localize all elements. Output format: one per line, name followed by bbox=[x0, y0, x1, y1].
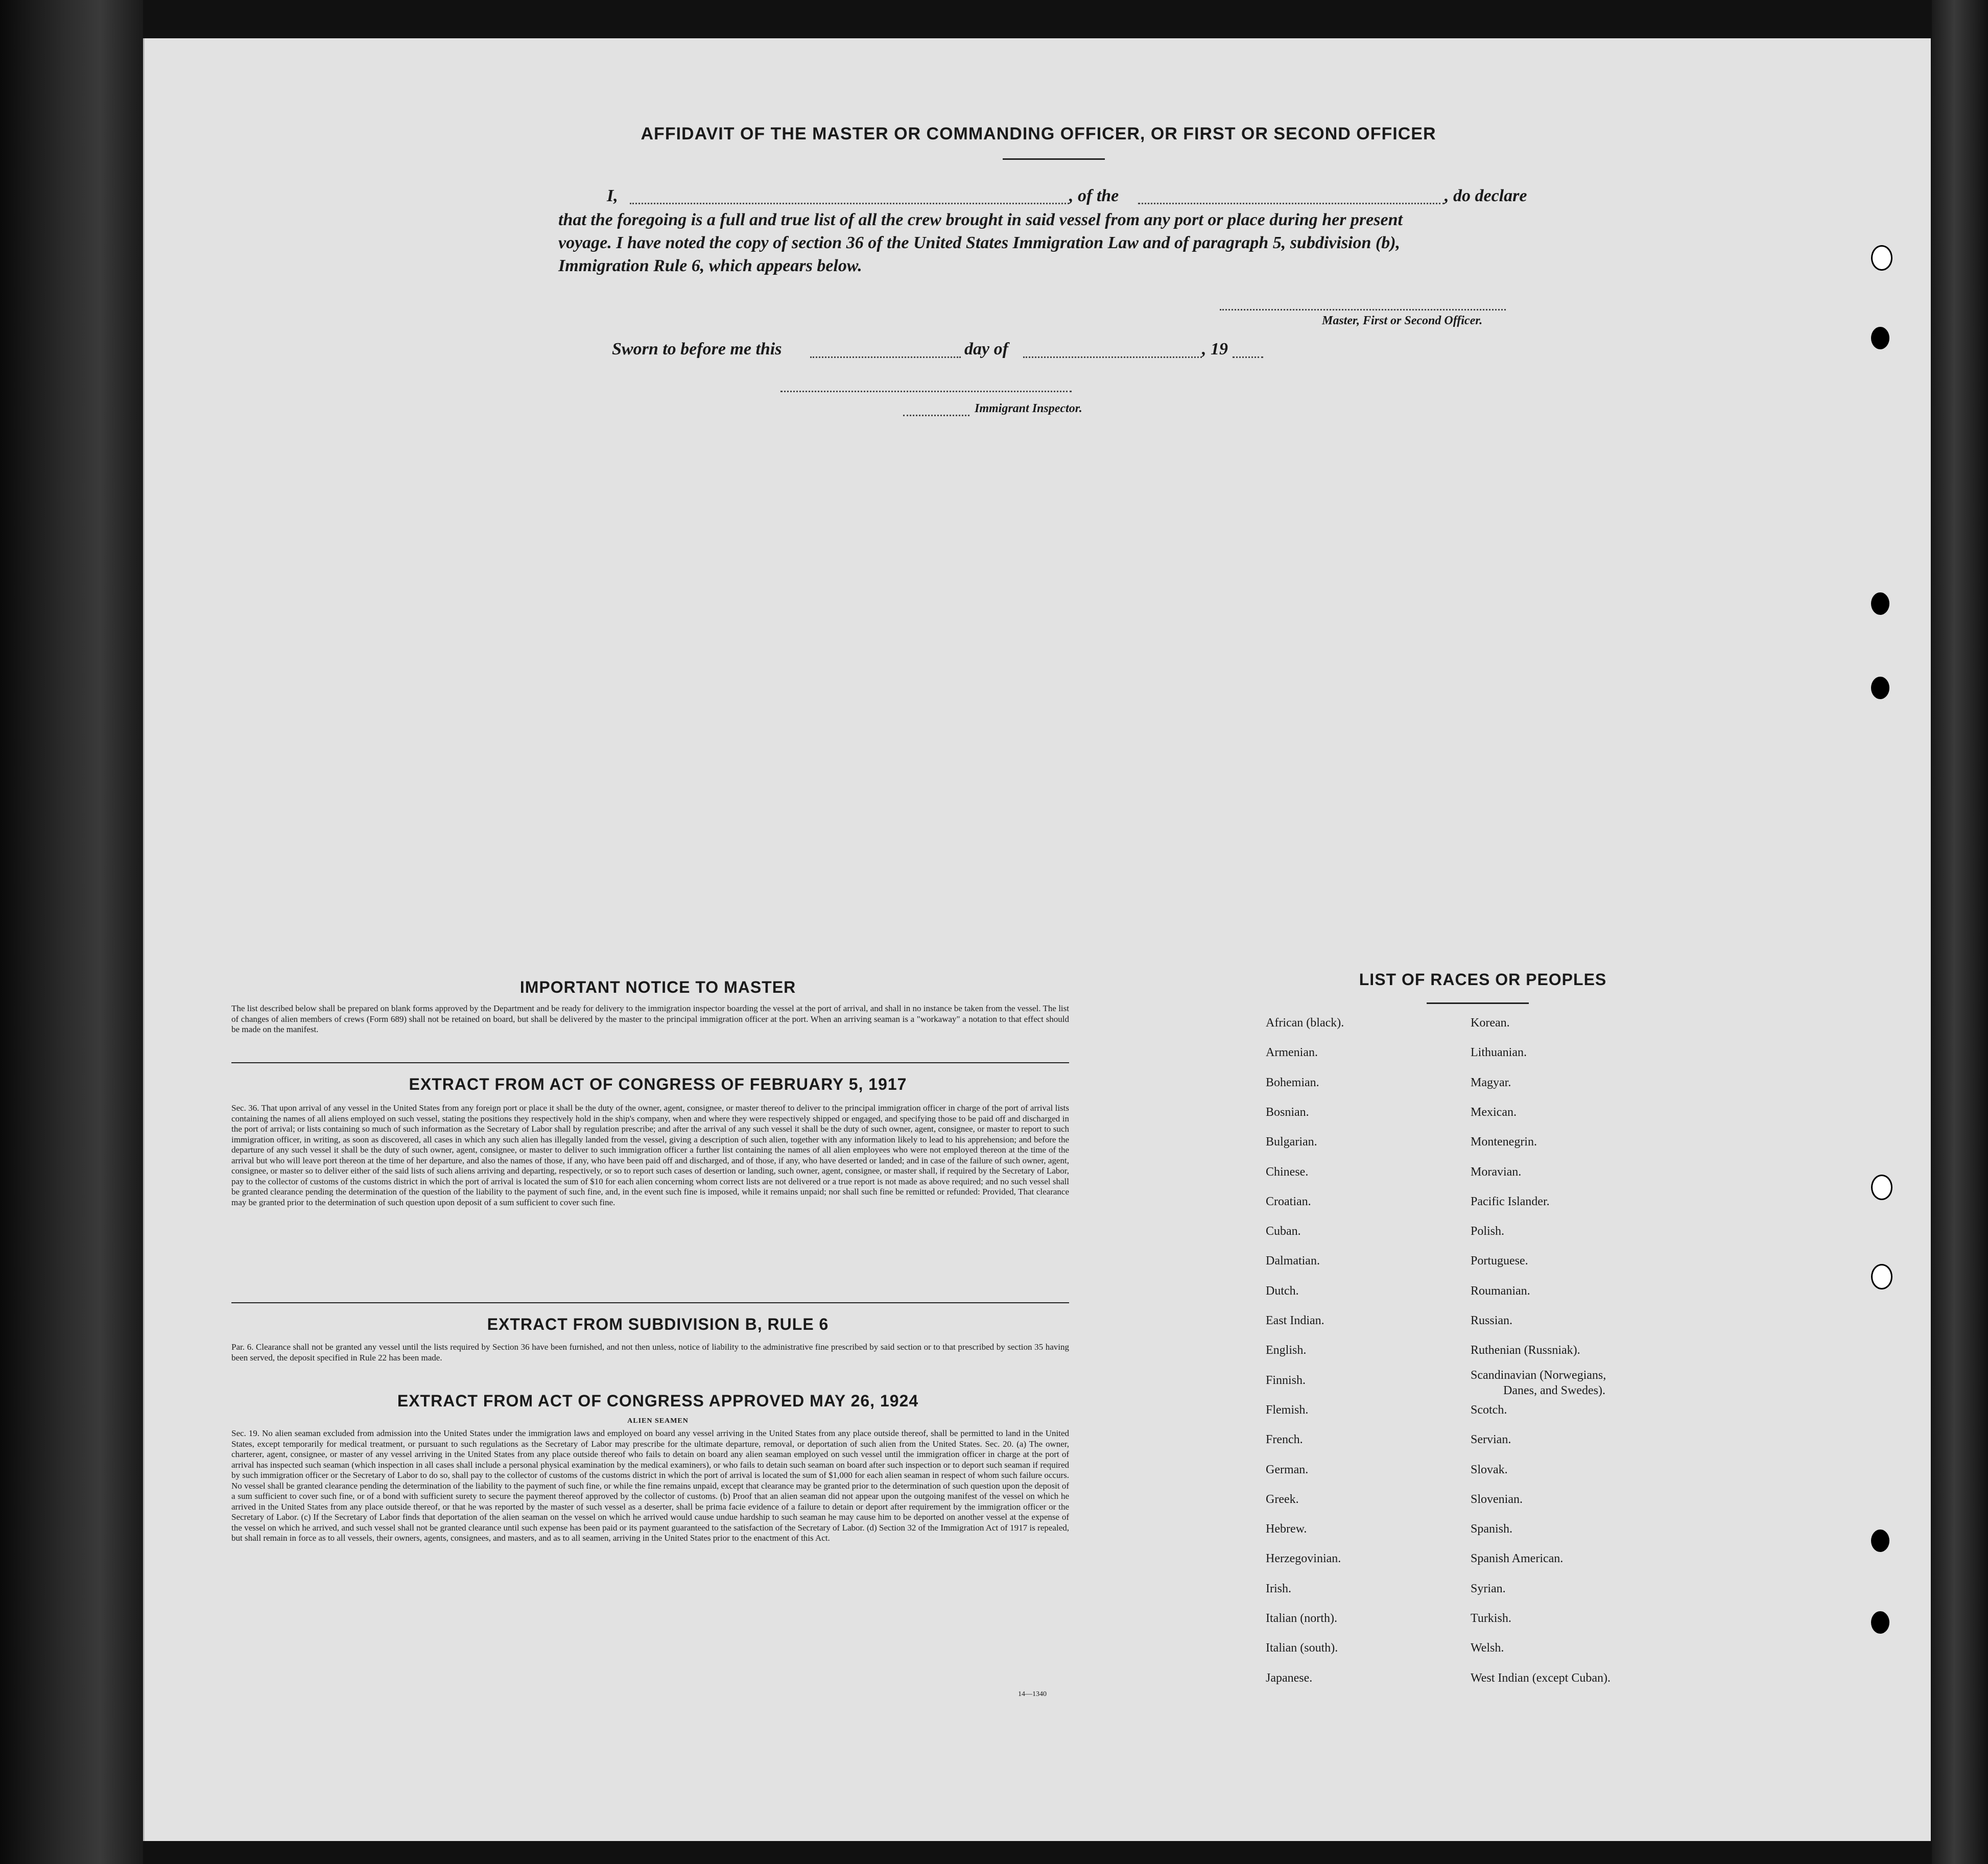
scan-right-edge bbox=[1932, 0, 1988, 1864]
divider bbox=[231, 1302, 1069, 1303]
race-item: Montenegrin. bbox=[1471, 1135, 1537, 1149]
race-item: Roumanian. bbox=[1471, 1284, 1530, 1298]
extract-1924-subtitle: ALIEN SEAMEN bbox=[627, 1417, 689, 1425]
race-item: German. bbox=[1266, 1463, 1309, 1476]
race-item: Flemish. bbox=[1266, 1403, 1309, 1417]
race-item: Japanese. bbox=[1266, 1671, 1313, 1685]
race-item: Ruthenian (Russniak). bbox=[1471, 1344, 1580, 1357]
affidavit-line4: Immigration Rule 6, which appears below. bbox=[558, 256, 862, 275]
race-item: Servian. bbox=[1471, 1433, 1511, 1447]
extract-rule6-title: EXTRACT FROM SUBDIVISION B, RULE 6 bbox=[487, 1315, 829, 1333]
affidavit-title: AFFIDAVIT OF THE MASTER OR COMMANDING OFFICER, OR FIRST OR SECOND OFFICER bbox=[641, 124, 1436, 144]
race-item: Italian (south). bbox=[1266, 1641, 1338, 1655]
notice-body: The list described below shall be prepared on blank forms approved by the Department and be ready for delivery to the immigration inspector boarding the vessel at the port of arrival, and shall in no instance be taken from the vessel. The list of changes of alien members of crews (Form 689) shall not be retained on board, but shall be delivered by the master to the principal immigration officer at the port. When an arriving seaman is a "workaway" a notation to that effect should be made on the manifest. bbox=[231, 1003, 1069, 1034]
affidavit-line3: voyage. I have noted the copy of section 36 of the United States Immigration Law and of paragraph 5, subdivision (b), bbox=[558, 233, 1401, 252]
race-item: Turkish. bbox=[1471, 1612, 1511, 1625]
extract-1917-body: Sec. 36. That upon arrival of any vessel in the United States from any foreign port or place it shall be the duty of the owner, agent, consignee, or master thereof to deliver to the principal immigration officer in charge of the port of arrival lists containing the names of all aliens employed on such vessel, stating the positions they respectively hold in the ship's company, when and where they were respectively shipped or engaged, and specifying those to be paid off and discharged in the port of arrival; or lists containing so much of such information as the Secretary of Labor shall by regulation prescribe; and after the arrival of any such vessel it shall be the duty of such owner, agent, consignee, or master to report to such immigration officer, in writing, as soon as discovered, all cases in which any such alien has illegally landed from the vessel, giving a description of such alien, together with any information likely to lead to his apprehension; and before the departure of any such vessel it shall be the duty of such owner, agent, consignee, or master to deliver to such immigration officer a further list containing the names of all alien employees who were not employed thereon at the time of the arrival but who will leave port thereon at the time of her departure, and also the names of those, if any, who have been paid off and discharged, and of those, if any, who have deserted or landed; and in case of the failure of such owner, agent, consignee, or master so to deliver either of the said lists of such aliens arriving and departing, respectively, or so to report such cases of desertion or landing, such owner, agent, consignee, or master shall, if required by the Secretary of Labor, pay to the collector of customs of the customs district in which the port of arrival is located the sum of $10 for each alien concerning whom correct lists are not delivered or a true report is not made as above required; and no such vessel shall be granted clearance pending the determination of the question of the liability to the payment of such fine, and, in the event such fine is imposed, while it remains unpaid; nor shall such fine be remitted or refunded: Provided, That clearance may be granted prior to the determination of such question upon deposit of a sum sufficient to cover such fine. bbox=[231, 1103, 1069, 1207]
race-item: Bohemian. bbox=[1266, 1076, 1319, 1089]
sworn-day-of: day of bbox=[964, 340, 1008, 359]
extract-1924-body: Sec. 19. No alien seaman excluded from admission into the United States under the immigration laws and employed on board any vessel arriving in the United States from any place outside thereof, shall be permitted to land in the United States, except temporarily for medical treatment, or pursuant to such regulations as the Secretary of Labor may prescribe for the ultimate departure, removal, or deportation of such alien from the United States. Sec. 20. (a) The owner, charterer, agent, consignee, or master of any vessel arriving in the United States from any place outside thereof who fails to detain on board any alien seaman employed on such vessel until the immigration officer in charge at the port of arrival has inspected such seaman (which inspection in all cases shall include a personal physical examination by the medical examiners), or who fails to detain such seaman on board after such inspection or to deport such seaman if required by such immigration officer or the Secretary of Labor to do so, shall pay to the collector of customs of the customs district in which the port of arrival is located the sum of $1,000 for each alien seaman in respect of whom such failure occurs. No vessel shall be granted clearance pending the determination of the liability to the payment of such fine, or while the fine remains unpaid, except that clearance may be granted prior to the determination of such question upon the deposit of a sum sufficient to cover such fine, or of a bond with sufficient surety to secure the payment thereof approved by the collector of customs. (b) Proof that an alien seaman did not appear upon the outgoing manifest of the vessel on which he arrived in the United States from any place outside thereof, or that he was reported by the master of such vessel as a deserter, shall be prima facie evidence of a failure to detain or deport after requirement by the immigration officer or the Secretary of Labor. (c) If the Secretary of Labor finds that deportation of the alien seaman on the vessel on which he arrived would cause undue hardship to such seaman he may cause him to be deported on another vessel at the expense of the vessel on which he arrived, and such vessel shall not be granted clearance until such expense has been paid or its payment guaranteed to the satisfaction of the Secretary of Labor. (d) Section 32 of the Immigration Act of 1917 is repealed, but shall remain in force as to all vessels, their owners, agents, consignees, and masters, and as to all seamen, arriving in the United States prior to the enactment of this Act. bbox=[231, 1428, 1069, 1543]
divider bbox=[231, 1062, 1069, 1063]
race-item: Hebrew. bbox=[1266, 1522, 1307, 1536]
binder-hole bbox=[1871, 1264, 1892, 1289]
race-item: French. bbox=[1266, 1433, 1303, 1447]
master-signature-label: Master, First or Second Officer. bbox=[1322, 314, 1483, 327]
races-rule bbox=[1427, 1002, 1529, 1004]
name-blank bbox=[630, 203, 1069, 204]
inspector-signature-line bbox=[780, 391, 1072, 392]
race-item: Italian (north). bbox=[1266, 1612, 1337, 1625]
extract-1924-title: EXTRACT FROM ACT OF CONGRESS APPROVED MAY 26, 1924 bbox=[397, 1392, 919, 1410]
extract-rule6-body: Par. 6. Clearance shall not be granted any vessel until the lists required by Section 36 have been furnished, and not then unless, notice of liability to the administrative fine prescribed by said section or to that prescribed by section 35 having been served, the deposit specified in Rule 22 has been made. bbox=[231, 1342, 1069, 1363]
race-item: Pacific Islander. bbox=[1471, 1194, 1550, 1208]
scan-left-edge bbox=[0, 0, 143, 1864]
race-item: Slovak. bbox=[1471, 1463, 1508, 1476]
affidavit-do-declare: , do declare bbox=[1445, 186, 1527, 205]
sworn-text: Sworn to before me this bbox=[612, 340, 782, 359]
race-item: Dutch. bbox=[1266, 1284, 1299, 1298]
race-item: Armenian. bbox=[1266, 1046, 1318, 1060]
race-item: Dalmatian. bbox=[1266, 1254, 1320, 1268]
race-item-continuation: Danes, and Swedes). bbox=[1503, 1383, 1605, 1397]
sworn-month-blank bbox=[1023, 356, 1202, 358]
document-page bbox=[143, 38, 1931, 1841]
binder-hole bbox=[1871, 327, 1889, 349]
race-item: Irish. bbox=[1266, 1582, 1291, 1595]
race-item: English. bbox=[1266, 1344, 1307, 1357]
race-item: West Indian (except Cuban). bbox=[1471, 1671, 1611, 1685]
sworn-year-blank bbox=[1233, 356, 1263, 358]
master-signature-line bbox=[1220, 309, 1506, 310]
race-item: Cuban. bbox=[1266, 1225, 1301, 1238]
title-rule bbox=[1003, 158, 1105, 160]
race-item: Portuguese. bbox=[1471, 1254, 1528, 1268]
race-item: Russian. bbox=[1471, 1314, 1513, 1327]
race-item: Scandinavian (Norwegians, bbox=[1471, 1368, 1606, 1382]
binder-hole bbox=[1871, 1175, 1892, 1200]
binder-hole bbox=[1871, 592, 1889, 615]
binder-hole bbox=[1871, 1530, 1889, 1552]
race-item: Spanish American. bbox=[1471, 1552, 1564, 1566]
form-number: 14—1340 bbox=[1018, 1690, 1047, 1698]
binder-hole bbox=[1871, 245, 1892, 271]
affidavit-line2: that the foregoing is a full and true list of all the crew brought in said vessel from any port or place during her present bbox=[558, 210, 1403, 229]
race-item: Bulgarian. bbox=[1266, 1135, 1317, 1149]
affidavit-of-the: , of the bbox=[1069, 186, 1119, 205]
binder-hole bbox=[1871, 1611, 1889, 1634]
race-item: Bosnian. bbox=[1266, 1105, 1309, 1119]
inspector-short-line bbox=[903, 415, 969, 416]
race-item: Herzegovinian. bbox=[1266, 1552, 1341, 1566]
affidavit-i: I, bbox=[607, 186, 618, 205]
races-title: LIST OF RACES OR PEOPLES bbox=[1359, 970, 1607, 989]
race-item: Spanish. bbox=[1471, 1522, 1513, 1536]
notice-title: IMPORTANT NOTICE TO MASTER bbox=[519, 978, 796, 996]
binder-hole bbox=[1871, 677, 1889, 699]
vessel-blank bbox=[1138, 203, 1445, 204]
inspector-label: Immigrant Inspector. bbox=[975, 402, 1082, 415]
race-item: Magyar. bbox=[1471, 1076, 1511, 1089]
race-item: Korean. bbox=[1471, 1016, 1510, 1030]
race-item: Polish. bbox=[1471, 1225, 1505, 1238]
race-item: Moravian. bbox=[1471, 1165, 1522, 1179]
race-item: Mexican. bbox=[1471, 1105, 1517, 1119]
extract-1917-title: EXTRACT FROM ACT OF CONGRESS OF FEBRUARY 5, 1917 bbox=[409, 1075, 907, 1093]
race-item: Scotch. bbox=[1471, 1403, 1507, 1417]
race-item: Croatian. bbox=[1266, 1194, 1311, 1208]
race-item: Finnish. bbox=[1266, 1373, 1306, 1387]
race-item: Lithuanian. bbox=[1471, 1046, 1527, 1060]
race-item: Slovenian. bbox=[1471, 1492, 1523, 1506]
race-item: Syrian. bbox=[1471, 1582, 1506, 1595]
sworn-day-blank bbox=[810, 356, 961, 358]
race-item: Chinese. bbox=[1266, 1165, 1309, 1179]
race-item: Greek. bbox=[1266, 1492, 1299, 1506]
sworn-year: , 19 bbox=[1202, 340, 1228, 359]
race-item: Welsh. bbox=[1471, 1641, 1504, 1655]
race-item: African (black). bbox=[1266, 1016, 1344, 1030]
race-item: East Indian. bbox=[1266, 1314, 1324, 1327]
